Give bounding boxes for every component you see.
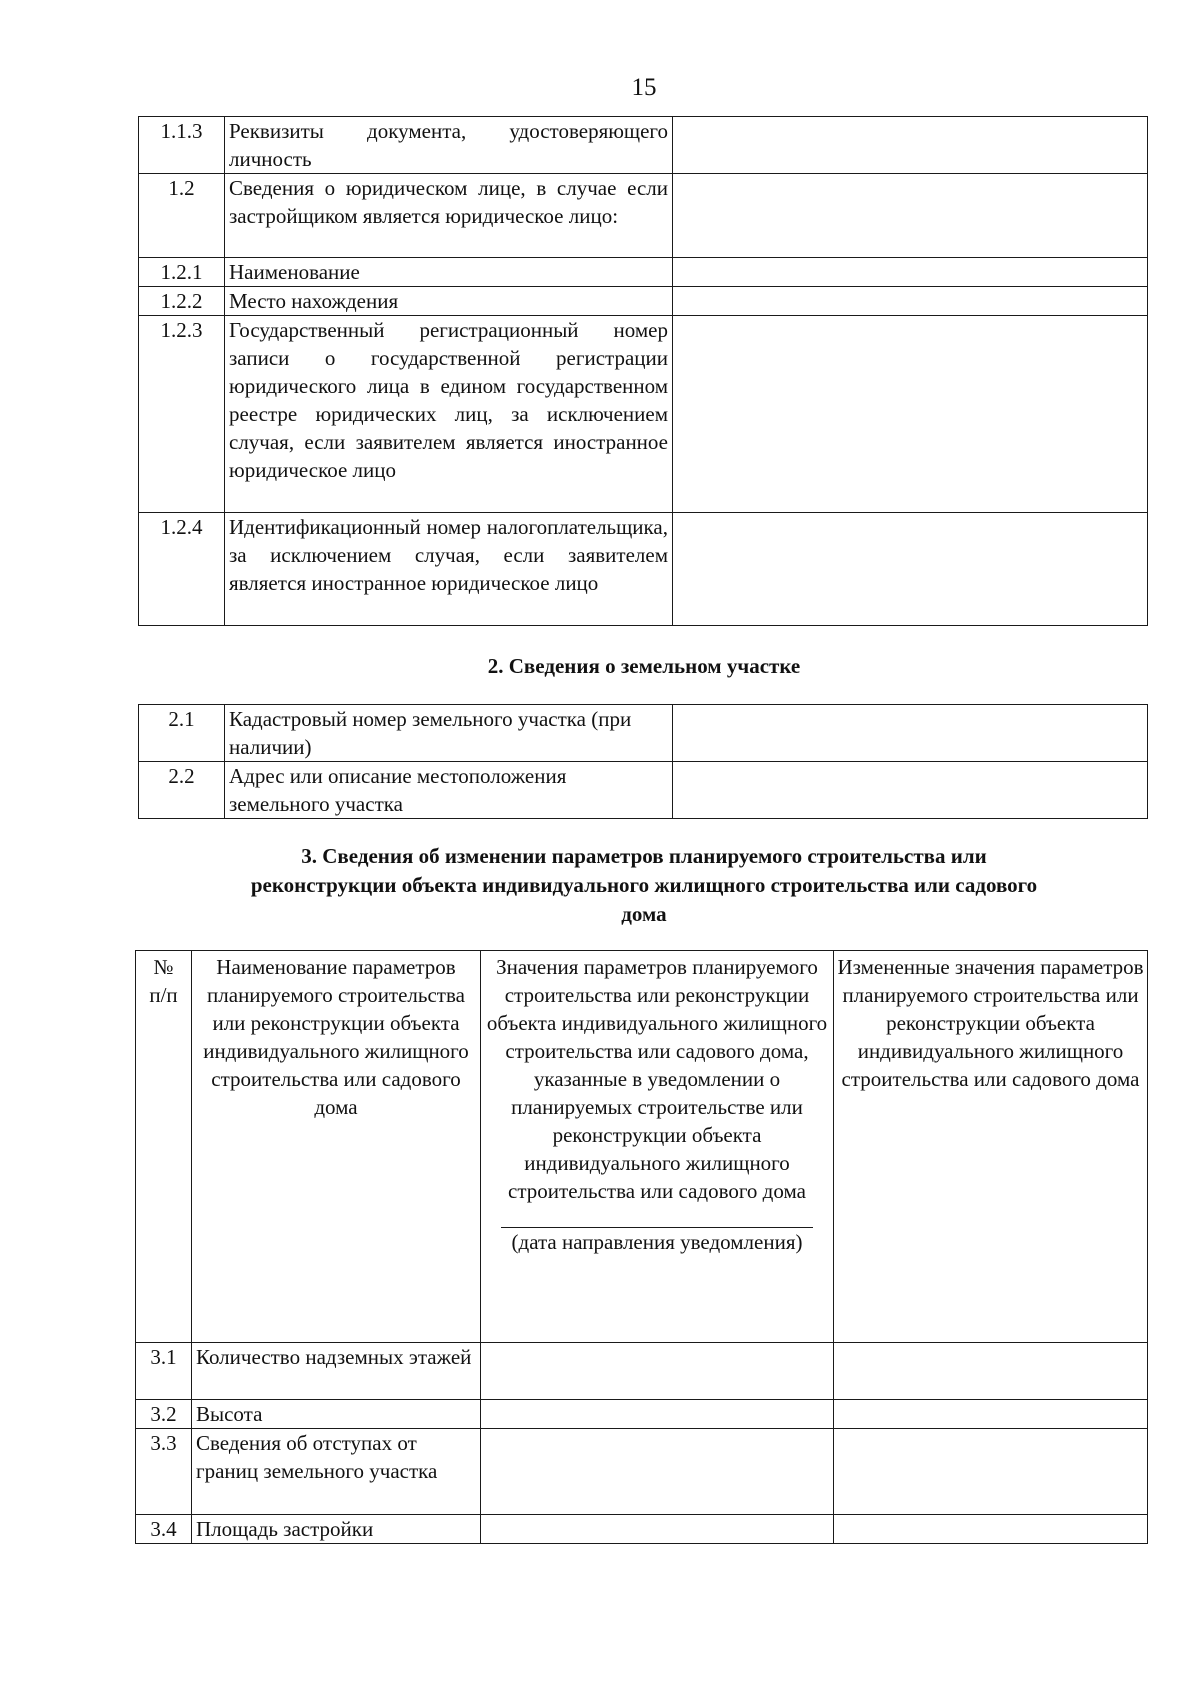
table-header-row <box>136 951 1148 1343</box>
row-number: 1.2.4 <box>139 513 225 626</box>
row-label: Идентификационный номер налогоплательщика, за исключением случая, если заявителем является иностранное юридическое лицо <box>225 513 673 626</box>
row-number: 3.3 <box>136 1429 192 1515</box>
table-row <box>136 1343 1148 1400</box>
row-label: Реквизиты документа, удостоверяющего личность <box>225 117 673 174</box>
row-value-cell[interactable] <box>673 174 1148 258</box>
row-value-cell[interactable] <box>481 1343 834 1400</box>
row-number: 1.2.1 <box>139 258 225 287</box>
header-num-text: № п/п <box>149 955 178 1007</box>
row-value-cell[interactable] <box>481 1400 834 1429</box>
row-changed-cell[interactable] <box>834 1429 1148 1515</box>
row-value-cell[interactable] <box>673 258 1148 287</box>
row-changed-cell[interactable] <box>834 1400 1148 1429</box>
row-label: Сведения об отступах от границ земельного участка <box>192 1429 481 1515</box>
row-value-cell[interactable] <box>673 762 1148 819</box>
row-number: 1.2.2 <box>139 287 225 316</box>
row-number: 1.1.3 <box>139 117 225 174</box>
table-row <box>136 1400 1148 1429</box>
header-changed-values: Измененные значения параметров планируемого строительства или реконструкции объекта индивидуального жилищного строительства или садового дома <box>834 951 1148 1343</box>
land-info-table <box>138 704 1148 819</box>
table-row <box>136 1515 1148 1544</box>
row-number: 1.2.3 <box>139 316 225 513</box>
table-row <box>139 117 1148 174</box>
row-label: Государственный регистрационный номер записи о государственной регистрации юридического лица в едином государственном реестре юридических лиц, за исключением случая, если заявителем является иностранное юридическое лицо <box>225 316 673 513</box>
table-row <box>139 705 1148 762</box>
row-value-cell[interactable] <box>481 1515 834 1544</box>
row-number: 1.2 <box>139 174 225 258</box>
applicant-info-table <box>138 116 1148 626</box>
row-value-cell[interactable] <box>481 1429 834 1515</box>
page-number: 15 <box>631 74 657 101</box>
row-label: Наименование <box>225 258 673 287</box>
row-number: 2.1 <box>139 705 225 762</box>
row-number: 2.2 <box>139 762 225 819</box>
parameters-change-table <box>135 950 1148 1544</box>
table-row <box>139 258 1148 287</box>
table-row <box>136 1429 1148 1515</box>
row-label: Кадастровый номер земельного участка (при наличии) <box>225 705 673 762</box>
table-row <box>139 174 1148 258</box>
row-changed-cell[interactable] <box>834 1343 1148 1400</box>
row-number: 3.1 <box>136 1343 192 1400</box>
row-label: Адрес или описание местоположения земельного участка <box>225 762 673 819</box>
table-row <box>139 287 1148 316</box>
row-value-cell[interactable] <box>673 287 1148 316</box>
section-heading-land: 2. Сведения о земельном участке <box>487 654 801 678</box>
section-heading-params <box>0 842 1200 929</box>
row-label: Высота <box>192 1400 481 1429</box>
row-number: 3.2 <box>136 1400 192 1429</box>
row-label: Сведения о юридическом лице, в случае если застройщиком является юридическое лицо: <box>225 174 673 258</box>
row-label: Количество надземных этажей <box>192 1343 481 1400</box>
row-number: 3.4 <box>136 1515 192 1544</box>
row-value-cell[interactable] <box>673 513 1148 626</box>
table-row <box>139 762 1148 819</box>
header-initial-values <box>481 951 834 1343</box>
row-value-cell[interactable] <box>673 705 1148 762</box>
date-caption: (дата направления уведомления) <box>511 1230 803 1254</box>
header-param-name: Наименование параметров планируемого строительства или реконструкции объекта индивидуального жилищного строительства или садового дома <box>192 951 481 1343</box>
header-initial-values-text: Значения параметров планируемого строительства или реконструкции объекта индивидуального жилищного строительства или садового дома, указанные в уведомлении о планируемых строительстве или реконструкции объекта индивидуального жилищного строительства или садового дома <box>486 955 828 1203</box>
row-label: Место нахождения <box>225 287 673 316</box>
row-changed-cell[interactable] <box>834 1515 1148 1544</box>
row-label: Площадь застройки <box>192 1515 481 1544</box>
table-row <box>139 513 1148 626</box>
header-num <box>136 951 192 1343</box>
row-value-cell[interactable] <box>673 117 1148 174</box>
row-value-cell[interactable] <box>673 316 1148 513</box>
table-row <box>139 316 1148 513</box>
section-heading-text: 3. Сведения об изменении параметров планируемого строительства или реконструкции объекта индивидуального жилищного строительства или садового дома <box>250 844 1038 926</box>
